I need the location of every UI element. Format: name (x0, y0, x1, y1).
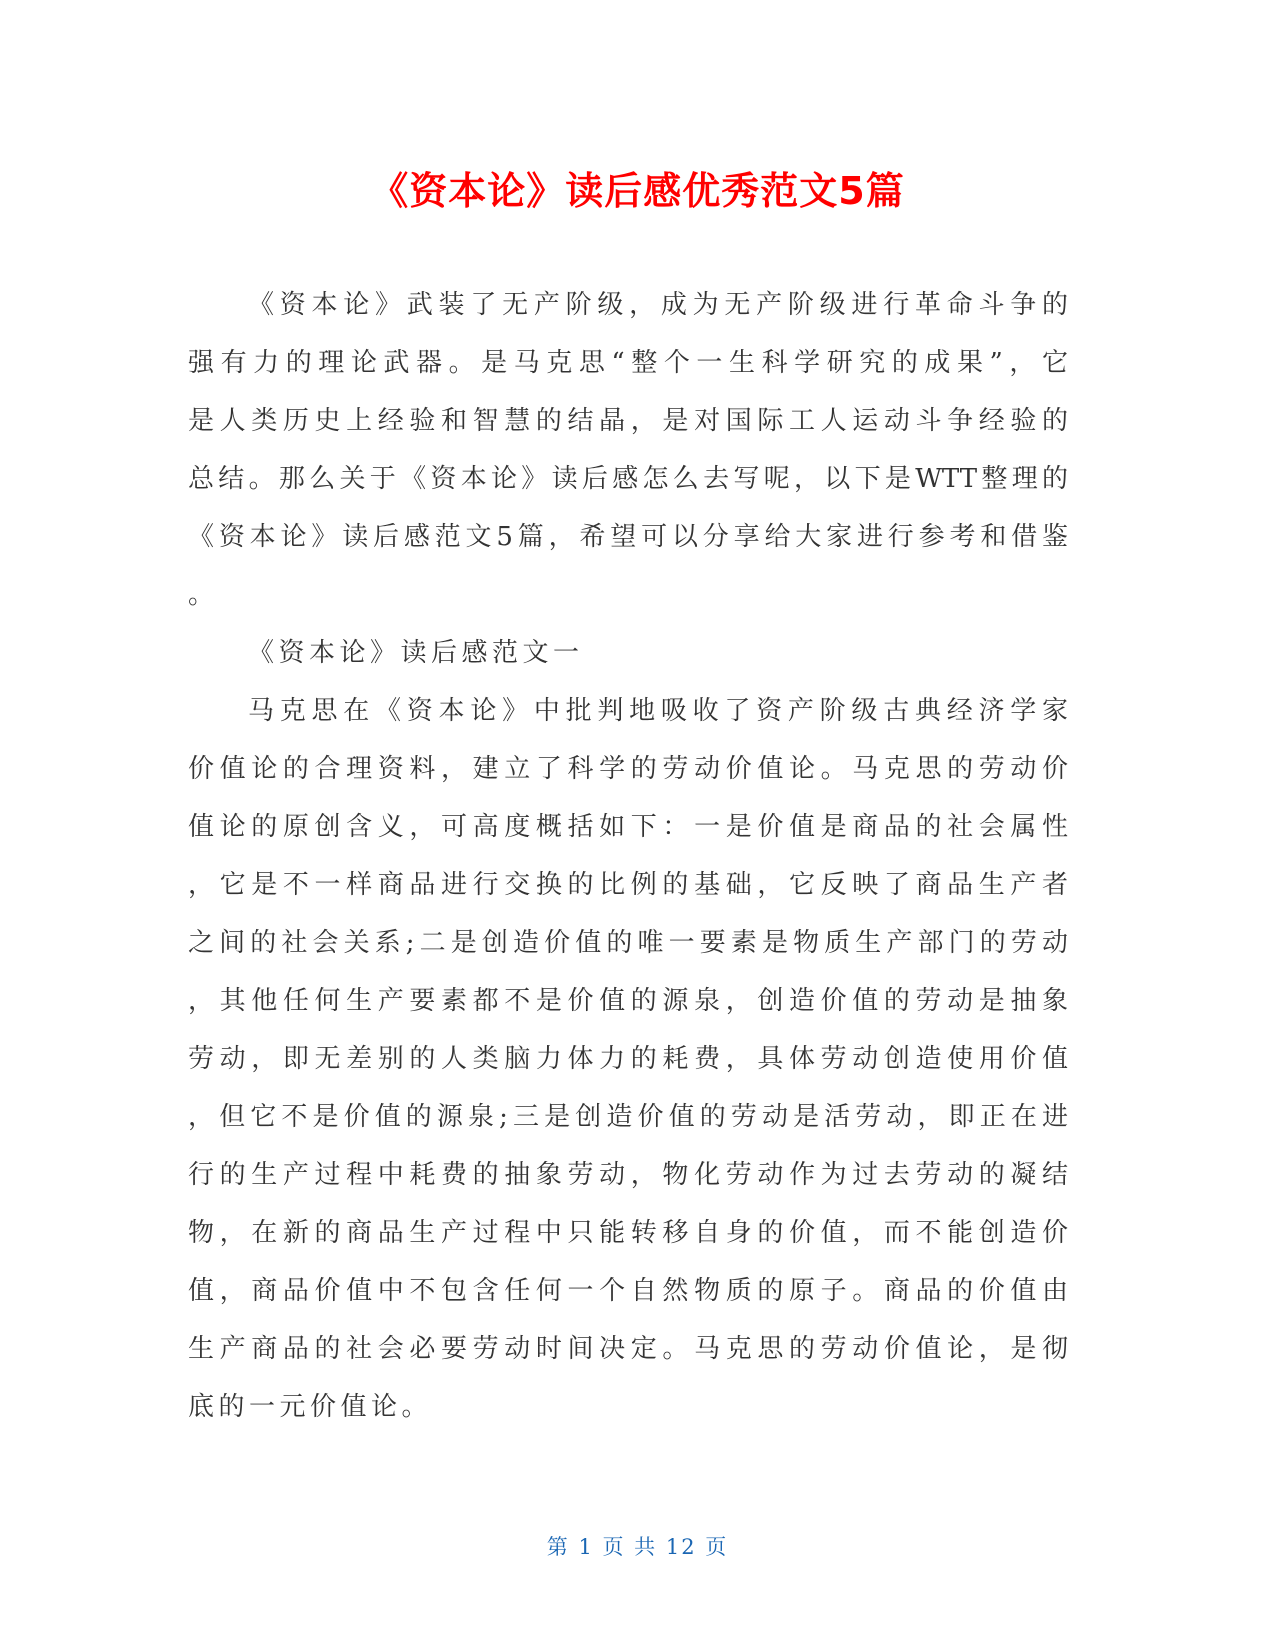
body-line-12: 生产商品的社会必要劳动时间决定。马克思的劳动价值论，是彻 (188, 1334, 1068, 1364)
body-line-6: ，其他任何生产要素都不是价值的源泉，创造价值的劳动是抽象 (188, 986, 1068, 1016)
intro-line-5: 《资本论》读后感范文5篇，希望可以分享给大家进行参考和借鉴 (188, 522, 1068, 552)
body-line-10: 物，在新的商品生产过程中只能转移自身的价值，而不能创造价 (188, 1218, 1068, 1248)
intro-line-3: 是人类历史上经验和智慧的结晶，是对国际工人运动斗争经验的 (188, 406, 1068, 436)
intro-line-2: 强有力的理论武器。是马克思“整个一生科学研究的成果”，它 (188, 348, 1068, 378)
body-line-9: 行的生产过程中耗费的抽象劳动，物化劳动作为过去劳动的凝结 (188, 1160, 1068, 1190)
page-footer: 第 1 页 共 12 页 (546, 1535, 729, 1559)
body-line-4: ，它是不一样商品进行交换的比例的基础，它反映了商品生产者 (188, 870, 1068, 900)
intro-line-1: 《资本论》武装了无产阶级，成为无产阶级进行革命斗争的 (248, 290, 1068, 320)
body-line-2: 价值论的合理资料，建立了科学的劳动价值论。马克思的劳动价 (188, 754, 1068, 784)
intro-line-6: 。 (188, 580, 219, 610)
document-title: 《资本论》读后感优秀范文5篇 (370, 169, 905, 213)
body-line-8: ，但它不是价值的源泉;三是创造价值的劳动是活劳动，即正在进 (188, 1102, 1068, 1132)
body-line-13: 底的一元价值论。 (188, 1392, 433, 1422)
body-line-5: 之间的社会关系;二是创造价值的唯一要素是物质生产部门的劳动 (188, 928, 1068, 958)
body-line-3: 值论的原创含义，可高度概括如下：一是价值是商品的社会属性 (188, 812, 1068, 842)
body-line-7: 劳动，即无差别的人类脑力体力的耗费，具体劳动创造使用价值 (188, 1044, 1068, 1074)
body-line-11: 值，商品价值中不包含任何一个自然物质的原子。商品的价值由 (188, 1276, 1068, 1306)
body-line-1: 马克思在《资本论》中批判地吸收了资产阶级古典经济学家 (248, 696, 1068, 726)
intro-line-4: 总结。那么关于《资本论》读后感怎么去写呢，以下是WTT整理的 (188, 464, 1068, 494)
section-heading: 《资本论》读后感范文一 (248, 638, 584, 668)
